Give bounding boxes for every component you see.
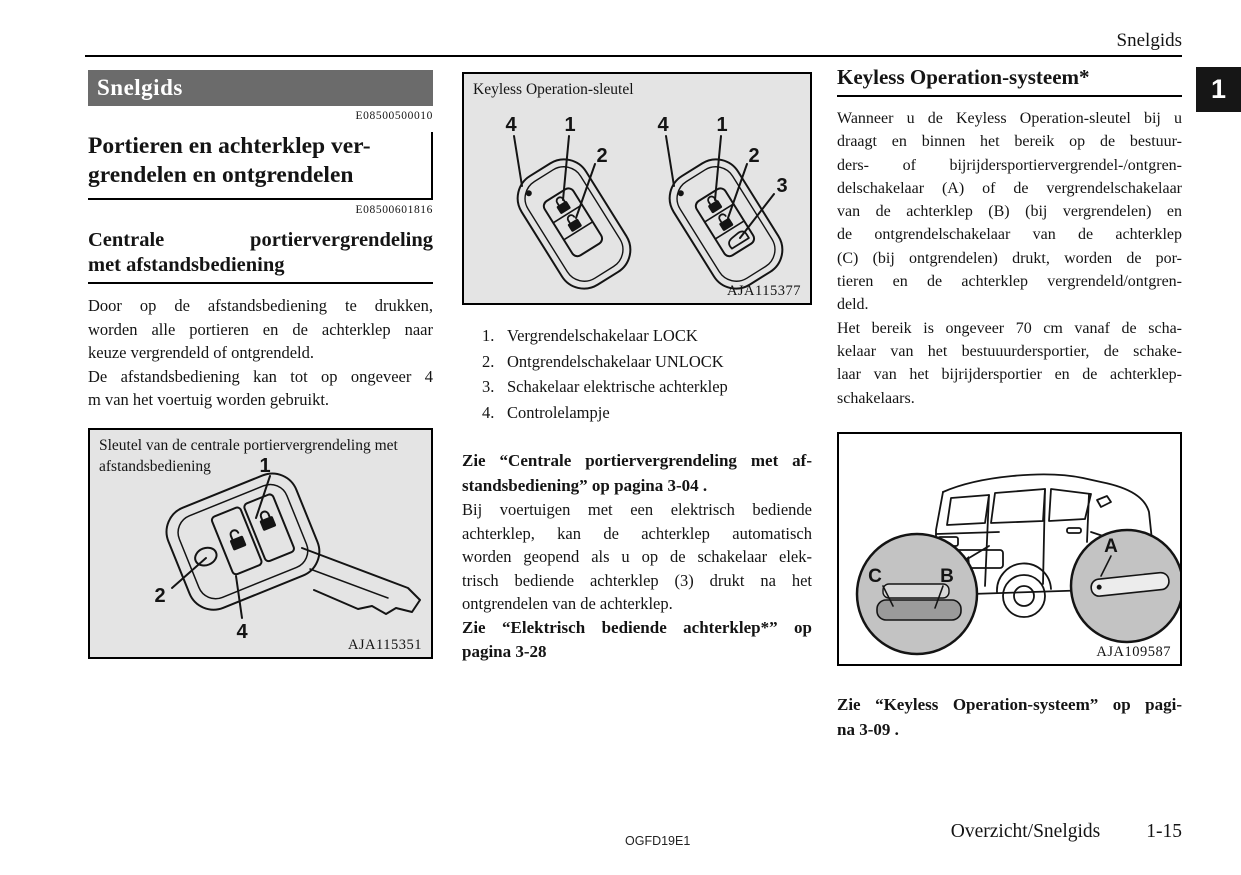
cross-reference: Zie “Elektrisch bediende achterklep*” op pagina 3-28 xyxy=(462,617,812,661)
fob-illustration xyxy=(464,74,810,299)
unlock-icon xyxy=(227,527,247,550)
key-blade xyxy=(302,548,420,614)
figure-vehicle-switches xyxy=(837,432,1182,666)
suv-illustration xyxy=(839,434,1180,660)
figure-code: AJA115351 xyxy=(347,636,422,653)
paragraph: Door op de afstandsbediening te drukken, worden alle portieren en de achterklep naar keuze vergrendeld of ontgrendeld. xyxy=(88,296,433,362)
label-A: A xyxy=(1104,535,1118,557)
figure-caption: Keyless Operation-sleutel xyxy=(473,81,634,98)
callout-2: 2 xyxy=(596,145,608,167)
heading-portieren: Portieren en achterklep ver- grendelen en ontgrendelen xyxy=(88,132,433,200)
header-rule xyxy=(85,55,1182,57)
callout-line xyxy=(666,136,674,186)
paragraph: Wanneer u de Keyless Operation-sleutel bij u draagt en binnen het bereik op de bestuur- ders- of bijrijdersportiervergrendel-/ontgren- delschakelaar (A) of de vergrendelschakelaar van de achterklep (B) (bij vergrendelen) en de ontgrendelschakelaar van de achterklep (C) (bij ontgrendelen) drukt, worden de por- tieren en de achterklep vergrendeld/ontgren- deld. xyxy=(837,110,1182,314)
keyless-fob-three-button xyxy=(660,150,792,299)
paragraph: Het bereik is ongeveer 70 cm vanaf de scha- kelaar van het bestuuurdersportier, de schake- laar van het bijrijdersportier en de achterklep- schakelaars. xyxy=(837,319,1182,407)
callout-1: 1 xyxy=(259,454,271,477)
tailgate-switch-inset xyxy=(857,534,977,654)
callout-line xyxy=(236,576,242,618)
callout-4: 4 xyxy=(505,114,517,136)
footer-section: Overzicht/Snelgids xyxy=(950,821,1101,842)
keyless-fob-two-button xyxy=(508,150,640,299)
lock-icon xyxy=(553,195,571,215)
callout-4: 4 xyxy=(236,620,248,643)
callout-2: 2 xyxy=(154,584,166,607)
figure-caption: Sleutel van de centrale portiervergrendeling met afstandsbediening xyxy=(99,436,398,475)
callout-line xyxy=(514,136,522,186)
label-B: B xyxy=(940,565,954,587)
callout-line xyxy=(563,136,569,200)
right-column xyxy=(837,64,1182,742)
legend-label: Ontgrendelschakelaar UNLOCK xyxy=(507,351,724,371)
legend-number: 4. xyxy=(482,402,495,422)
legend-number: 2. xyxy=(482,351,495,371)
callout-4: 4 xyxy=(657,114,669,136)
legend-item xyxy=(482,323,812,349)
legend-label: Schakelaar elektrische achterklep xyxy=(507,377,728,396)
footer-page-number: 1-15 xyxy=(1146,821,1182,842)
cross-reference: Zie “Centrale portiervergrendeling met af- standsbediening” op pagina 3-04 . xyxy=(462,451,812,495)
running-title: Snelgids xyxy=(1116,30,1182,51)
section-code: E08500500010 xyxy=(355,110,433,122)
section-bar-title: Snelgids xyxy=(88,70,433,106)
heading-code: E08500601816 xyxy=(355,204,433,216)
callout-2: 2 xyxy=(748,145,760,167)
cross-reference: Zie “Keyless Operation-systeem” op pagi- na 3-09 . xyxy=(837,694,1182,739)
indicator-dot xyxy=(677,189,685,197)
heading-centrale-portiervergrendeling: Centrale portiervergrendeling met afstandsbediening xyxy=(88,228,433,284)
lock-icon xyxy=(257,509,277,531)
legend-item xyxy=(482,349,812,375)
figure-code: AJA115377 xyxy=(726,283,801,299)
figure-remote-key xyxy=(88,428,433,659)
legend-item xyxy=(482,400,812,426)
paragraph: De afstandsbediening kan tot op ongeveer 4 m van het voertuig worden gebruikt. xyxy=(88,366,433,409)
callout-line xyxy=(715,136,721,200)
lock-icon xyxy=(704,194,722,214)
legend-label: Vergrendelschakelaar LOCK xyxy=(507,326,698,345)
chapter-tab: 1 xyxy=(1196,67,1241,112)
indicator-dot xyxy=(525,189,533,197)
figure-keyless-keys xyxy=(462,72,812,305)
label-C: C xyxy=(868,565,882,587)
callout-1: 1 xyxy=(564,114,576,136)
legend-number: 3. xyxy=(482,377,495,396)
footer xyxy=(951,821,1182,843)
callout-1: 1 xyxy=(716,114,728,136)
legend-number: 1. xyxy=(482,326,495,345)
key-head xyxy=(159,465,327,617)
callout-3: 3 xyxy=(776,175,788,197)
left-column xyxy=(88,70,433,659)
middle-column xyxy=(462,72,812,665)
legend-label: Controlelampje xyxy=(507,402,610,422)
figure-code: AJA109587 xyxy=(1096,643,1171,660)
document-code: OGFD19E1 xyxy=(625,834,691,848)
door-handle-inset xyxy=(1071,530,1180,642)
figure-legend xyxy=(462,323,812,425)
paragraph: Bij voertuigen met een elektrisch bediende achterklep, kan de achterklep automatisch worden geopend als u op de schakelaar elek- trisch bediende achterklep (3) drukt na het ontgrendelen van de achterklep. xyxy=(462,500,812,613)
heading-keyless-operation: Keyless Operation-systeem* xyxy=(837,64,1182,97)
legend-item xyxy=(482,374,812,400)
